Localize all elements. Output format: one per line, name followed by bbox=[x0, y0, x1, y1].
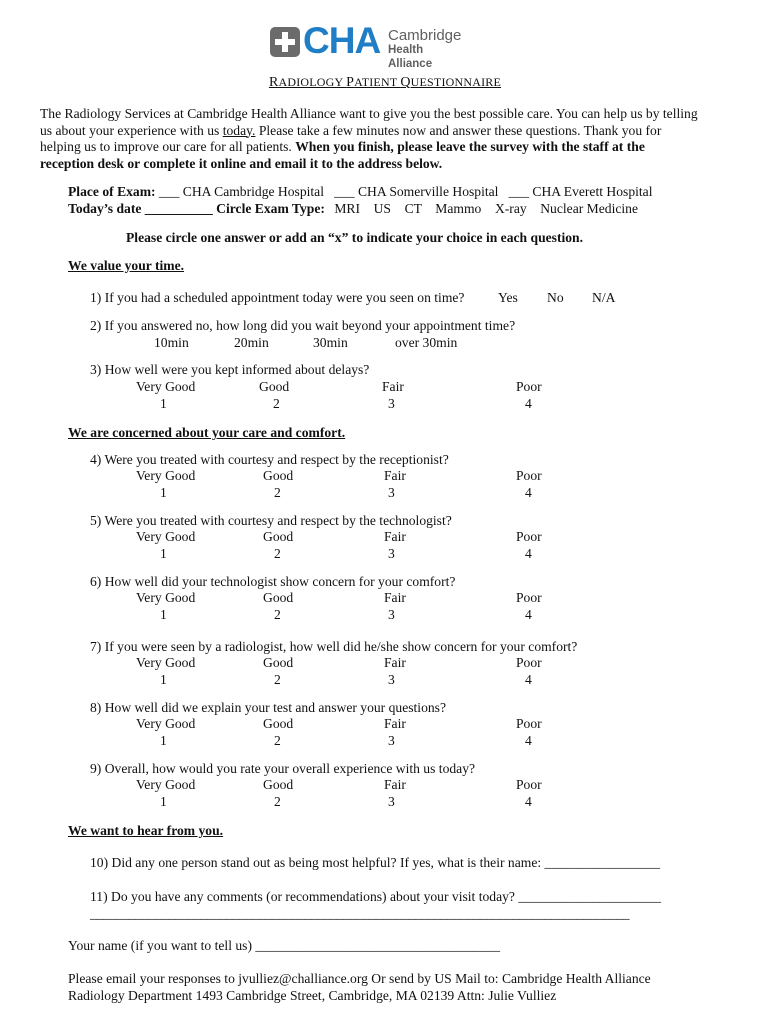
scale-4[interactable]: 4 bbox=[525, 794, 532, 809]
q7-text: 7) If you were seen by a radiologist, how well did he/she show concern for your comfort? bbox=[90, 639, 578, 654]
instruction-text: Please circle one answer or add an “x” to indicate your choice in each question. bbox=[126, 230, 584, 245]
scale-1[interactable]: 1 bbox=[160, 794, 167, 809]
scale-4[interactable]: 4 bbox=[525, 733, 532, 748]
scale-4[interactable]: 4 bbox=[525, 672, 532, 687]
place-of-exam-row bbox=[68, 184, 652, 200]
q1-option-na[interactable]: N/A bbox=[592, 290, 616, 305]
section-heading-care: We are concerned about your care and comfort. bbox=[68, 425, 346, 440]
scale-3[interactable]: 3 bbox=[388, 546, 395, 561]
exam-type-options[interactable]: MRI US CT Mammo X-ray Nuclear Medicine bbox=[334, 201, 638, 216]
scale-fair[interactable]: Fair bbox=[384, 590, 406, 605]
scale-1[interactable]: 1 bbox=[160, 672, 167, 687]
scale-4[interactable]: 4 bbox=[525, 485, 532, 500]
page-title: RADIOLOGY PATIENT QUESTIONNAIRE bbox=[268, 75, 502, 90]
footer-line-2: Radiology Department 1493 Cambridge Street, Cambridge, MA 02139 Attn: Julie Vulliez bbox=[68, 988, 557, 1003]
section-heading-time: We value your time. bbox=[68, 258, 185, 273]
q5-text: 5) Were you treated with courtesy and respect by the technologist? bbox=[90, 513, 452, 528]
logo-cha-text: CHA bbox=[303, 20, 381, 61]
scale-3[interactable]: 3 bbox=[388, 607, 395, 622]
scale-2[interactable]: 2 bbox=[274, 672, 281, 687]
place-of-exam-label: Place of Exam: bbox=[68, 184, 156, 199]
scale-2[interactable]: 2 bbox=[274, 546, 281, 561]
q2-option-10min[interactable]: 10min bbox=[154, 335, 189, 350]
scale-3[interactable]: 3 bbox=[388, 485, 395, 500]
scale-poor[interactable]: Poor bbox=[516, 655, 542, 670]
scale-4[interactable]: 4 bbox=[525, 546, 532, 561]
scale-1[interactable]: 1 bbox=[160, 546, 167, 561]
todays-date-field[interactable]: Today’s date __________ bbox=[68, 201, 213, 216]
scale-fair[interactable]: Fair bbox=[384, 468, 406, 483]
scale-poor[interactable]: Poor bbox=[516, 716, 542, 731]
scale-good[interactable]: Good bbox=[263, 529, 294, 544]
scale-fair[interactable]: Fair bbox=[382, 379, 404, 394]
scale-3[interactable]: 3 bbox=[388, 794, 395, 809]
q9-text: 9) Overall, how would you rate your overall experience with us today? bbox=[90, 761, 476, 776]
scale-2[interactable]: 2 bbox=[273, 396, 280, 411]
q6-text: 6) How well did your technologist show concern for your comfort? bbox=[90, 574, 456, 589]
scale-poor[interactable]: Poor bbox=[516, 590, 542, 605]
scale-very-good[interactable]: Very Good bbox=[136, 777, 196, 792]
scale-1[interactable]: 1 bbox=[160, 485, 167, 500]
q3-text: 3) How well were you kept informed about delays? bbox=[90, 362, 370, 377]
logo-cambridge-text: Cambridge bbox=[388, 27, 462, 44]
section-heading-hear: We want to hear from you. bbox=[68, 823, 224, 838]
scale-good[interactable]: Good bbox=[263, 590, 294, 605]
scale-fair[interactable]: Fair bbox=[384, 529, 406, 544]
scale-4[interactable]: 4 bbox=[525, 607, 532, 622]
scale-2[interactable]: 2 bbox=[274, 607, 281, 622]
cha-cross-icon bbox=[270, 27, 300, 57]
scale-very-good[interactable]: Very Good bbox=[136, 590, 196, 605]
scale-very-good[interactable]: Very Good bbox=[136, 379, 196, 394]
scale-very-good[interactable]: Very Good bbox=[136, 716, 196, 731]
scale-poor[interactable]: Poor bbox=[516, 379, 542, 394]
scale-3[interactable]: 3 bbox=[388, 672, 395, 687]
scale-very-good[interactable]: Very Good bbox=[136, 529, 196, 544]
q10-text-field[interactable]: 10) Did any one person stand out as being most helpful? If yes, what is their name: _________________ bbox=[90, 855, 661, 870]
scale-good[interactable]: Good bbox=[263, 468, 294, 483]
scale-fair[interactable]: Fair bbox=[384, 777, 406, 792]
scale-very-good[interactable]: Very Good bbox=[136, 468, 196, 483]
place-of-exam-options[interactable]: ___ CHA Cambridge Hospital ___ CHA Somerville Hospital ___ CHA Everett Hospital bbox=[158, 184, 653, 199]
q2-option-over-30min[interactable]: over 30min bbox=[395, 335, 458, 350]
scale-poor[interactable]: Poor bbox=[516, 529, 542, 544]
q2-option-30min[interactable]: 30min bbox=[313, 335, 348, 350]
scale-good[interactable]: Good bbox=[259, 379, 290, 394]
q2-text: 2) If you answered no, how long did you wait beyond your appointment time? bbox=[90, 318, 516, 333]
scale-1[interactable]: 1 bbox=[160, 733, 167, 748]
q11-text-field[interactable]: 11) Do you have any comments (or recommendations) about your visit today? _____________________ bbox=[90, 889, 662, 904]
scale-fair[interactable]: Fair bbox=[384, 655, 406, 670]
footer-line-1: Please email your responses to jvulliez@challiance.org Or send by US Mail to: Cambridge Health Alliance bbox=[68, 971, 651, 986]
scale-good[interactable]: Good bbox=[263, 655, 294, 670]
scale-poor[interactable]: Poor bbox=[516, 777, 542, 792]
q1-text: 1) If you had a scheduled appointment today were you seen on time? bbox=[90, 290, 465, 305]
your-name-field[interactable]: Your name (if you want to tell us) ____________________________________ bbox=[68, 938, 501, 953]
exam-type-label: Circle Exam Type: bbox=[216, 201, 325, 216]
q8-text: 8) How well did we explain your test and answer your questions? bbox=[90, 700, 446, 715]
scale-3[interactable]: 3 bbox=[388, 396, 395, 411]
scale-2[interactable]: 2 bbox=[274, 485, 281, 500]
q1-option-no[interactable]: No bbox=[547, 290, 564, 305]
logo-health-alliance-text: Health Alliance bbox=[388, 44, 433, 70]
q1-option-yes[interactable]: Yes bbox=[498, 290, 518, 305]
scale-very-good[interactable]: Very Good bbox=[136, 655, 196, 670]
q4-text: 4) Were you treated with courtesy and respect by the receptionist? bbox=[90, 452, 449, 467]
scale-1[interactable]: 1 bbox=[160, 396, 167, 411]
scale-good[interactable]: Good bbox=[263, 777, 294, 792]
date-exam-type-row bbox=[68, 201, 638, 217]
scale-good[interactable]: Good bbox=[263, 716, 294, 731]
q11-extra-line[interactable]: ___________________________________________________________________________________ bbox=[90, 906, 630, 921]
scale-4[interactable]: 4 bbox=[525, 396, 532, 411]
scale-1[interactable]: 1 bbox=[160, 607, 167, 622]
scale-2[interactable]: 2 bbox=[274, 733, 281, 748]
scale-2[interactable]: 2 bbox=[274, 794, 281, 809]
scale-poor[interactable]: Poor bbox=[516, 468, 542, 483]
scale-fair[interactable]: Fair bbox=[384, 716, 406, 731]
scale-3[interactable]: 3 bbox=[388, 733, 395, 748]
q2-option-20min[interactable]: 20min bbox=[234, 335, 269, 350]
intro-paragraph: The Radiology Services at Cambridge Health Alliance want to give you the best possible care. You can help us by telling us about your experience with us today. Please take a few minutes now and answer these questions. Thank you for helping us to improve our care for all patients. When you finish, please leave the survey with the staff at the reception desk or complete it online and email it to the address below. bbox=[40, 106, 698, 171]
